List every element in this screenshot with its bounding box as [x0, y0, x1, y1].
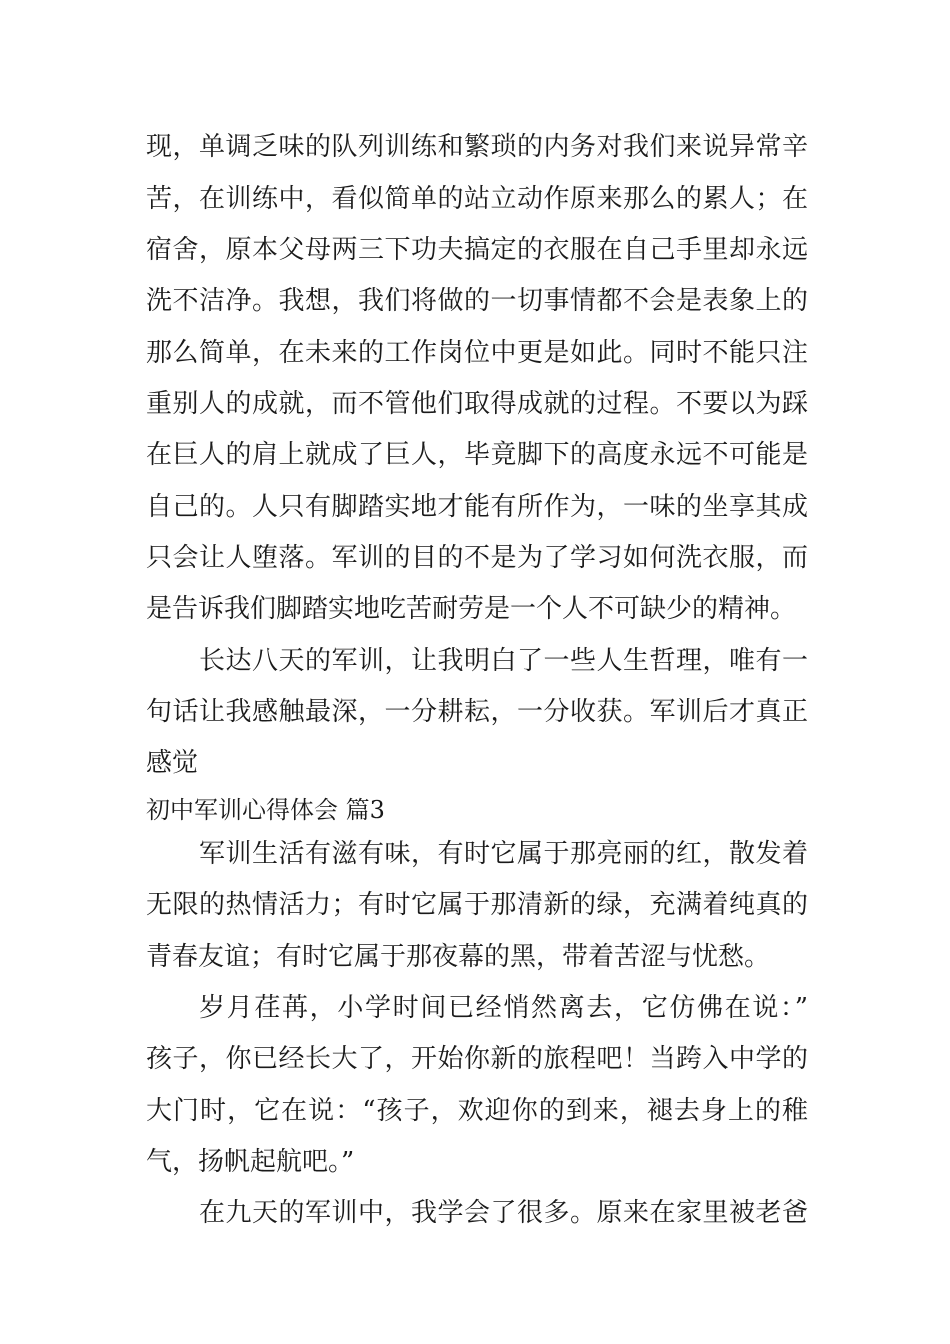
- text-line: 感觉: [146, 748, 199, 778]
- text-line: 是告诉我们脚踏实地吃苦耐劳是一个人不可缺少的精神。: [146, 594, 797, 624]
- text-line: 孩子，你已经长大了，开始你新的旅程吧！当跨入中学的: [146, 1044, 808, 1074]
- text-line: 岁月荏苒，小学时间已经悄然离去，它仿佛在说：”: [199, 993, 808, 1023]
- text-line: 大门时，它在说：“孩子，欢迎你的到来，褪去身上的稚: [146, 1096, 808, 1126]
- section-heading: 初中军训心得体会 篇3: [146, 796, 385, 824]
- text-line: 苦，在训练中，看似简单的站立动作原来那么的累人；在: [146, 184, 808, 214]
- text-line: 句话让我感触最深，一分耕耘，一分收获。军训后才真正: [146, 697, 808, 727]
- text-line: 那么简单，在未来的工作岗位中更是如此。同时不能只注: [146, 338, 808, 368]
- text-line: 气，扬帆起航吧。”: [146, 1147, 355, 1177]
- text-line: 自己的。人只有脚踏实地才能有所作为，一味的坐享其成: [146, 492, 808, 522]
- text-line: 无限的热情活力；有时它属于那清新的绿，充满着纯真的: [146, 890, 808, 920]
- text-line: 在九天的军训中，我学会了很多。原来在家里被老爸: [199, 1198, 808, 1228]
- text-line: 现，单调乏味的队列训练和繁琐的内务对我们来说异常辛: [146, 132, 808, 162]
- text-line: 只会让人堕落。军训的目的不是为了学习如何洗衣服，而: [146, 543, 808, 573]
- text-line: 长达八天的军训，让我明白了一些人生哲理，唯有一: [199, 646, 808, 676]
- text-line: 洗不洁净。我想，我们将做的一切事情都不会是表象上的: [146, 286, 808, 316]
- text-line: 宿舍，原本父母两三下功夫搞定的衣服在自己手里却永远: [146, 235, 808, 265]
- text-line: 青春友谊；有时它属于那夜幕的黑，带着苦涩与忧愁。: [146, 942, 771, 972]
- text-line: 军训生活有滋有味，有时它属于那亮丽的红，散发着: [199, 839, 808, 869]
- text-line: 重别人的成就，而不管他们取得成就的过程。不要以为踩: [146, 389, 808, 419]
- text-line: 在巨人的肩上就成了巨人，毕竟脚下的高度永远不可能是: [146, 440, 808, 470]
